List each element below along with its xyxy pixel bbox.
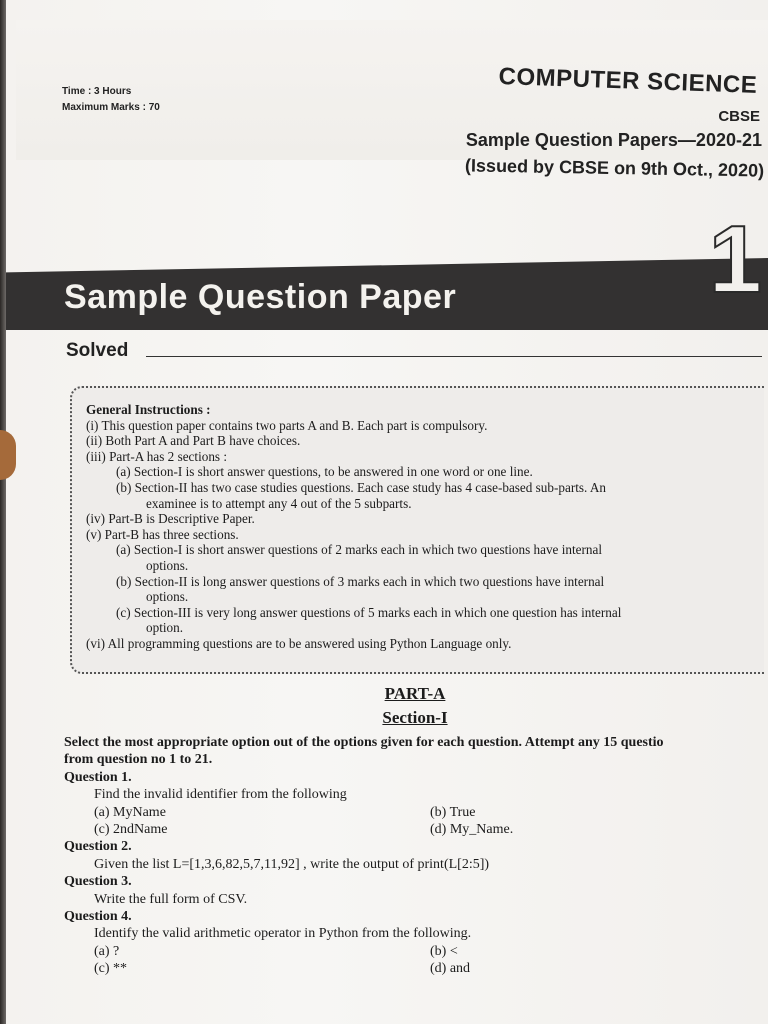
thumb xyxy=(0,430,16,480)
instruction-item: (iii) Part-A has 2 sections : xyxy=(86,448,228,464)
question-label: Question 2. xyxy=(64,839,132,855)
question-text: Find the invalid identifier from the following xyxy=(94,787,347,803)
instruction-item: (i) This question paper contains two parts A and B. Each part is compulsory. xyxy=(86,417,488,433)
instruction-subitem: (c) Section-III is very long answer questions of 5 marks each in which one question has internal xyxy=(116,604,622,620)
solved-label: Solved xyxy=(66,340,129,361)
paper-number: 1 xyxy=(708,206,762,313)
part-title: PART-A xyxy=(384,684,446,703)
board-name: CBSE xyxy=(718,108,760,125)
instruction-item: (v) Part-B has three sections. xyxy=(86,526,239,542)
option: (d) My_Name. xyxy=(430,822,514,838)
instruction-item: (ii) Both Part A and Part B have choices. xyxy=(86,433,301,449)
instruction-continuation: examinee is to attempt any 4 out of the 5 subparts. xyxy=(146,495,412,511)
section-title: Section-I xyxy=(382,708,448,727)
section-instructions: Select the most appropriate option out of the options given for each question. Attempt any 15 questio xyxy=(64,735,664,750)
option: (a) ? xyxy=(94,943,120,959)
question-text: Given the list L=[1,3,6,82,5,7,11,92] , write the output of print(L[2:5]) xyxy=(94,856,490,872)
question-text: Write the full form of CSV. xyxy=(94,891,248,907)
instruction-item: (vi) All programming questions are to be answered using Python Language only. xyxy=(86,635,512,651)
option: (c) 2ndName xyxy=(94,822,168,838)
question-list xyxy=(64,734,768,978)
option: (b) < xyxy=(430,943,458,959)
instruction-continuation: option. xyxy=(146,620,183,636)
section-instructions: from question no 1 to 21. xyxy=(64,752,213,768)
option: (c) ** xyxy=(94,961,128,977)
issued-note: (Issued by CBSE on 9th Oct., 2020) xyxy=(464,155,765,181)
question-text: Identify the valid arithmetic operator in Python from the following. xyxy=(94,926,472,942)
instructions-heading: General Instructions : xyxy=(86,402,211,417)
exam-time: Time : 3 Hours xyxy=(62,86,132,97)
option: (d) and xyxy=(430,961,471,977)
instruction-subitem: (a) Section-I is short answer questions, to be answered in one word or one line. xyxy=(116,464,533,480)
question-label: Question 1. xyxy=(64,769,132,785)
banner-title: Sample Question Paper xyxy=(64,278,457,316)
page-edge xyxy=(0,0,6,1024)
instruction-subitem: (b) Section-II is long answer questions of 3 marks each in which two questions have internal xyxy=(116,573,605,589)
series-title: Sample Question Papers—2020-21 xyxy=(465,130,762,150)
option: (b) True xyxy=(430,804,476,820)
instruction-continuation: options. xyxy=(146,589,189,605)
solved-rule xyxy=(146,356,762,357)
question-label: Question 3. xyxy=(64,874,132,890)
instruction-continuation: options. xyxy=(146,557,189,573)
exam-max-marks: Maximum Marks : 70 xyxy=(62,102,160,113)
general-instructions-box xyxy=(70,386,764,674)
instruction-item: (iv) Part-B is Descriptive Paper. xyxy=(86,511,255,527)
question-label: Question 4. xyxy=(64,909,132,925)
option: (a) MyName xyxy=(94,804,166,820)
subject-title: COMPUTER SCIENCE xyxy=(498,62,758,99)
exam-meta xyxy=(62,84,160,116)
question-options xyxy=(64,943,768,978)
question-options xyxy=(64,804,768,839)
instruction-subitem: (a) Section-I is short answer questions of 2 marks each in which two questions have internal xyxy=(116,542,602,558)
instruction-subitem: (b) Section-II has two case studies questions. Each case study has 4 case-based sub-parts. An xyxy=(116,479,607,495)
